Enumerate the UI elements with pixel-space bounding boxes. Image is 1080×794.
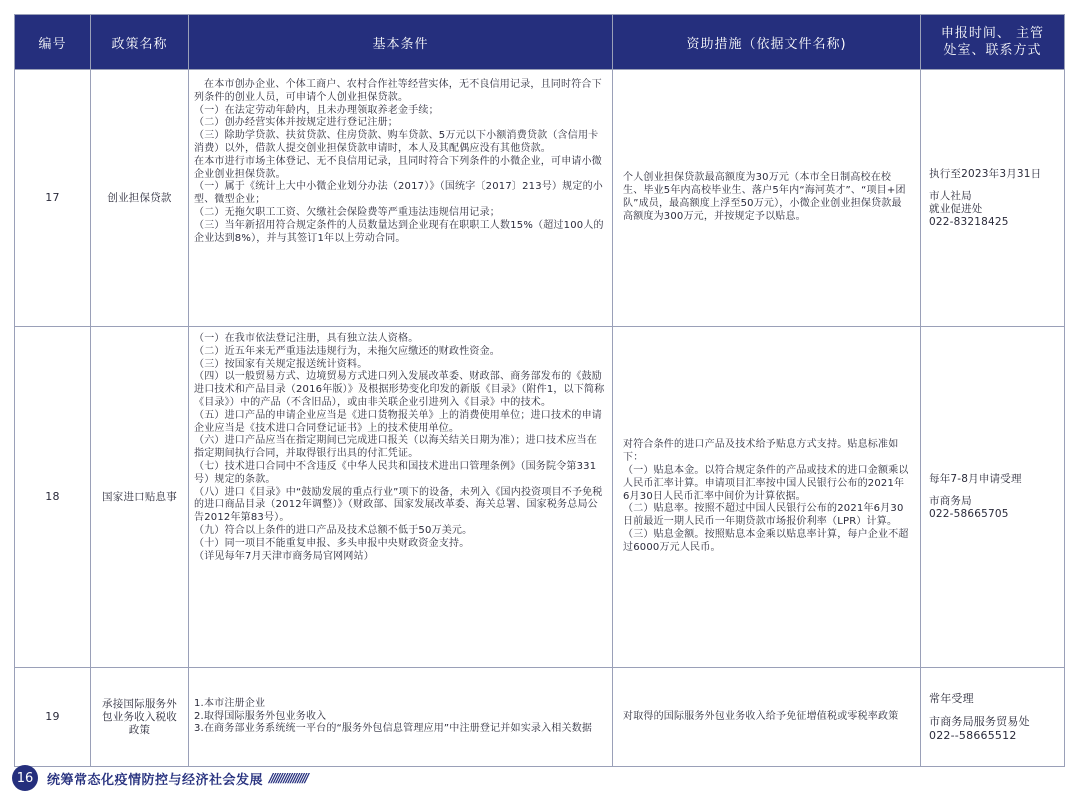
contact-phone: 022-58665705 <box>929 508 1009 520</box>
condition-line: 3.在商务部业务系统统一平台的“服务外包信息管理应用”中注册登记并如实录入相关数据 <box>194 723 593 735</box>
row-number: 17 <box>15 70 91 327</box>
condition-line: （四）以一般贸易方式、边境贸易方式进口列入发展改革委、财政部、商务部发布的《鼓励进口技术和产品目录（2016年版）》及根据形势变化印发的新版《目录》（附件1，以下简称《目录》）中的产品（不含旧品），或由非关联企业引进列入《目录》中的技术。 <box>194 371 605 408</box>
condition-line: 在本市创办企业、个体工商户、农村合作社等经营实体，无不良信用记录，且同时符合下列条件的创业人员，可申请个人创业担保贷款。 <box>194 79 602 103</box>
row-number: 18 <box>15 327 91 668</box>
measure-line: 对符合条件的进口产品及技术给予贴息方式支持。贴息标准如下： <box>623 439 899 464</box>
row-measures <box>613 327 921 668</box>
condition-line: 在本市进行市场主体登记、无不良信用记录，且同时符合下列条件的小微企业，可申请小微企业创业担保贷款。 <box>194 155 602 180</box>
measure-line: （一）贴息本金。以符合规定条件的产品或技术的进口金额乘以人民币汇率计算。申请项目汇率按中国人民银行公布的2021年6月30日人民币汇率中间价为计算依据。 <box>623 465 909 502</box>
table-row <box>15 70 1065 327</box>
condition-line: （二）无拖欠职工工资、欠缴社会保险费等严重违法违规信用记录； <box>194 206 500 218</box>
row-policy-name: 国家进口贴息事 <box>91 327 189 668</box>
row-measures: 对取得的国际服务外包业务收入给予免征增值税或零税率政策 <box>613 668 921 767</box>
condition-line: （一）在法定劳动年龄内，且未办理领取养老金手续； <box>194 104 439 116</box>
page-footer <box>12 764 472 792</box>
header-contact <box>921 15 1065 70</box>
row-number: 19 <box>15 668 91 767</box>
row-contact <box>921 70 1065 327</box>
contact-time: 每年7-8月申请受理 <box>929 473 1022 485</box>
contact-time: 执行至2023年3月31日 <box>929 167 1042 180</box>
row-conditions <box>189 668 613 767</box>
condition-line: （三）按国家有关规定报送统计资料。 <box>194 358 368 370</box>
row-contact <box>921 668 1065 767</box>
header-contact-line2: 处室、联系方式 <box>943 43 1042 58</box>
contact-phone: 022-83218425 <box>929 215 1009 228</box>
condition-line: （五）进口产品的申请企业应当是《进口货物报关单》上的消费使用单位；进口技术的申请企业应当是《技术进口合同登记证书》上的技术使用单位。 <box>194 409 602 434</box>
row-conditions <box>189 327 613 668</box>
header-number: 编号 <box>15 15 91 70</box>
condition-line: 2.取得国际服务外包业务收入 <box>194 710 327 722</box>
table-row <box>15 668 1065 767</box>
measure-line: （三）贴息金额。按照贴息本金乘以贴息率计算，每户企业不超过6000万元人民币。 <box>623 528 909 553</box>
contact-time: 常年受理 <box>929 691 974 705</box>
condition-line: （一）属于《统计上大中小微企业划分办法（2017）》（国统字〔2017〕213号）规定的小型、微型企业； <box>194 181 603 206</box>
policy-table <box>14 14 1065 767</box>
footer-title: 统筹常态化疫情防控与经济社会发展 <box>47 772 264 788</box>
table-row <box>15 327 1065 668</box>
condition-line: 1.本市注册企业 <box>194 697 266 709</box>
contact-dept: 市人社局 <box>929 189 972 202</box>
table-header-row <box>15 15 1065 70</box>
header-measures: 资助措施（依据文件名称) <box>613 15 921 70</box>
contact-dept: 市商务局服务贸易处 <box>929 714 1030 728</box>
row-policy-name: 承接国际服务外包业务收入税收政策 <box>91 668 189 767</box>
header-policy-name: 政策名称 <box>91 15 189 70</box>
row-policy-name: 创业担保贷款 <box>91 70 189 327</box>
condition-line: （六）进口产品应当在指定期间已完成进口报关（以海关结关日期为准）；进口技术应当在指定期间执行合同，并取得银行出具的付汇凭证。 <box>194 435 597 460</box>
condition-line: （三）当年新招用符合规定条件的人员数量达到企业现有在职职工人数15%（超过100人的企业达到8%），并与其签订1年以上劳动合同。 <box>194 219 604 244</box>
condition-line: （七）技术进口合同中不含违反《中华人民共和国技术进出口管理条例》（国务院令第331号）规定的条款。 <box>194 460 597 485</box>
footer-stripes: //////////////// <box>269 771 308 785</box>
contact-dept-sub: 就业促进处 <box>929 202 983 215</box>
row-measures: 个人创业担保贷款最高额度为30万元（本市全日制高校在校生、毕业5年内高校毕业生、落户5年内“海河英才”、“项目+团队”成员，最高额度上浮至50万元），小微企业创业担保贷款最高额度为300万元，并按规定予以贴息。 <box>613 70 921 327</box>
condition-line: （九）符合以上条件的进口产品及技术总额不低于50万美元。 <box>194 524 473 536</box>
condition-line: （二）创办经营实体并按规定进行登记注册； <box>194 117 398 129</box>
condition-line: （一）在我市依法登记注册，具有独立法人资格。 <box>194 333 419 344</box>
header-contact-line1: 申报时间、 主管 <box>940 26 1045 41</box>
header-conditions: 基本条件 <box>189 15 613 70</box>
condition-line: （详见每年7月天津市商务局官网网站） <box>194 550 374 562</box>
condition-line: （二）近五年来无严重违法违规行为，未拖欠应缴还的财政性资金。 <box>194 345 500 357</box>
condition-line: （八）进口《目录》中“鼓励发展的重点行业”项下的设备，未列入《国内投资项目不予免税的进口商品目录（2012年调整）》（财政部、国家发展改革委、海关总署、国家税务总局公告2012年第83号）。 <box>194 486 603 524</box>
row-contact <box>921 327 1065 668</box>
condition-line: （十）同一项目不能重复申报、多头申报中央财政资金支持。 <box>194 537 470 549</box>
contact-phone: 022--58665512 <box>929 728 1017 742</box>
page-number-badge: 16 <box>12 765 38 791</box>
condition-line: （三）除助学贷款、扶贫贷款、住房贷款、购车贷款、5万元以下小额消费贷款（含信用卡消费）以外，借款人提交创业担保贷款申请时，本人及其配偶应没有其他贷款。 <box>194 130 599 154</box>
row-conditions <box>189 70 613 327</box>
measure-line: （二）贴息率。按照不超过中国人民银行公布的2021年6月30日前最近一期人民币一年期贷款市场报价利率（LPR）计算。 <box>623 503 904 528</box>
contact-dept: 市商务局 <box>929 495 972 507</box>
